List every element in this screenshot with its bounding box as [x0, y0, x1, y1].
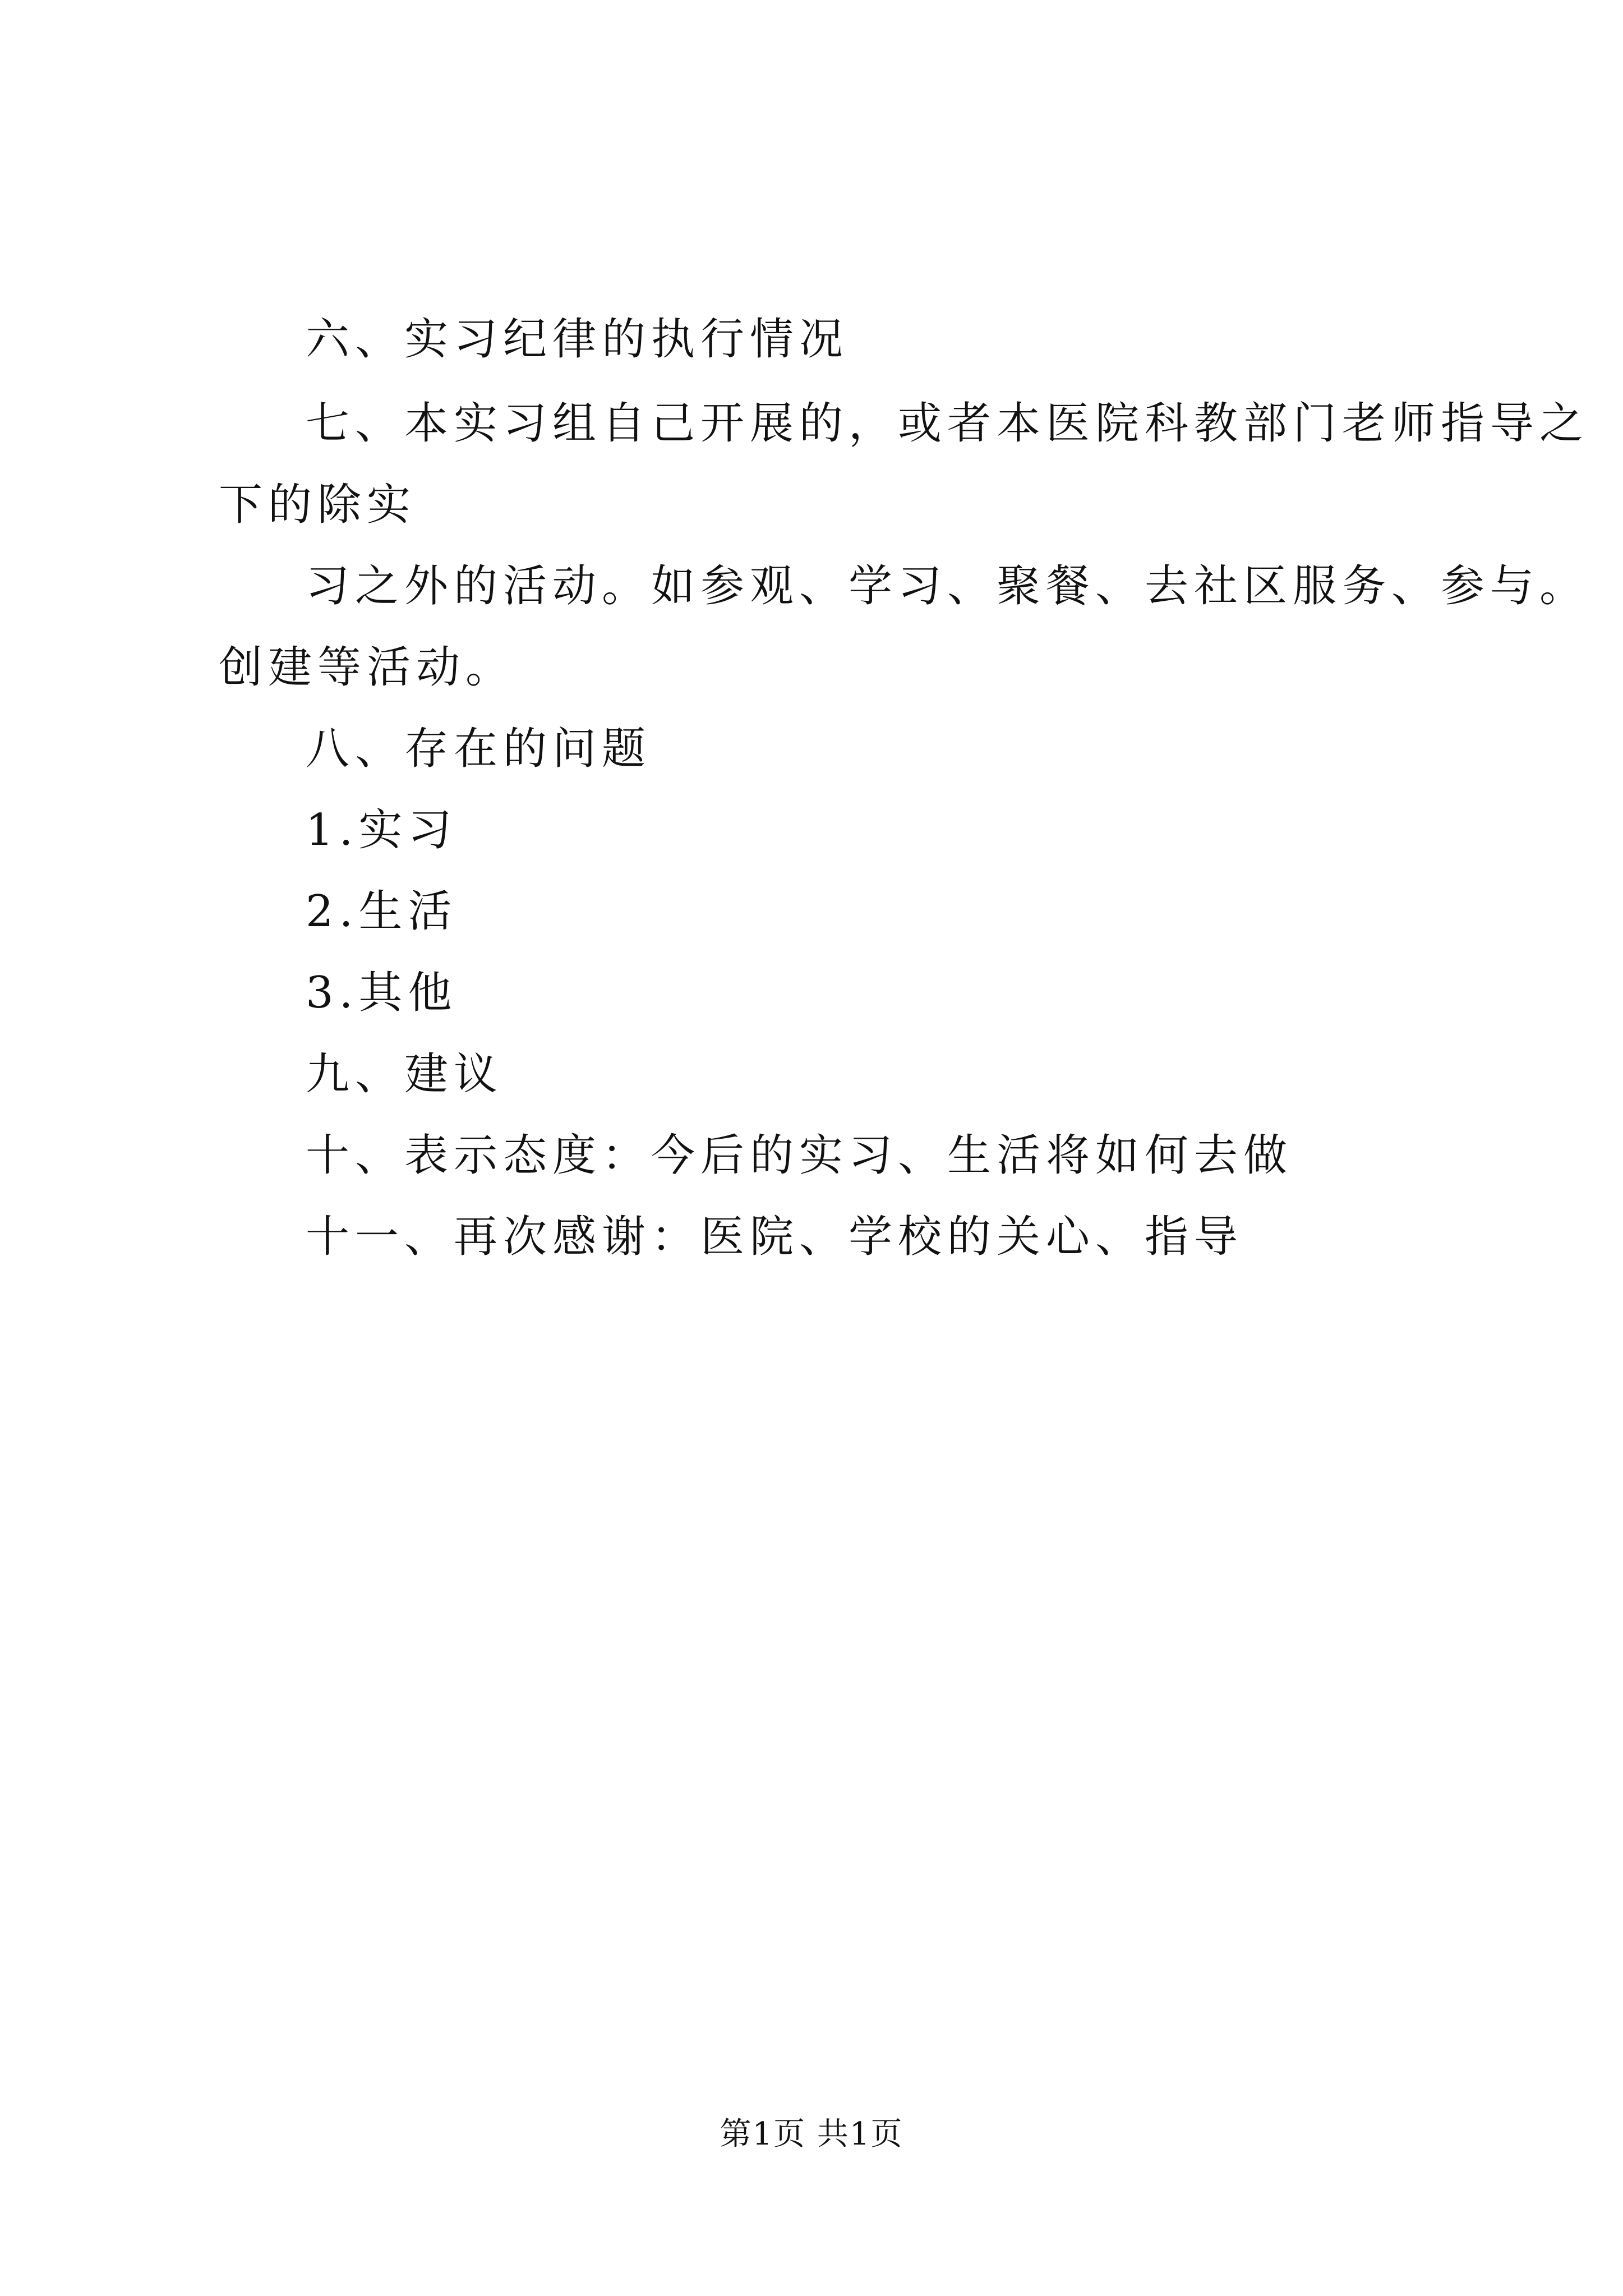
section-11-heading: 十一、再次感谢：医院、学校的关心、指导 — [306, 1212, 1244, 1262]
list-item-3: 3.其他 — [306, 968, 458, 1018]
section-9-heading: 九、建议 — [306, 1049, 504, 1099]
section-8-heading: 八、存在的问题 — [306, 724, 652, 774]
section-7-line-4: 创建等活动。 — [219, 642, 515, 693]
list-item-1: 1.实习 — [306, 805, 458, 855]
section-10-heading: 十、表示态度：今后的实习、生活将如何去做 — [306, 1130, 1293, 1181]
section-7-line-2: 下的除实 — [219, 480, 417, 530]
page-footer: 第1页 共1页 — [720, 2116, 903, 2152]
list-item-2: 2.生活 — [306, 886, 458, 937]
section-7-line-1: 七、本实习组自己开展的，或者本医院科教部门老师指导之 — [306, 398, 1589, 449]
section-6-heading: 六、实习纪律的执行情况 — [306, 314, 849, 365]
section-7-line-3: 习之外的活动。如参观、学习、聚餐、去社区服务、参与。 — [306, 561, 1589, 611]
